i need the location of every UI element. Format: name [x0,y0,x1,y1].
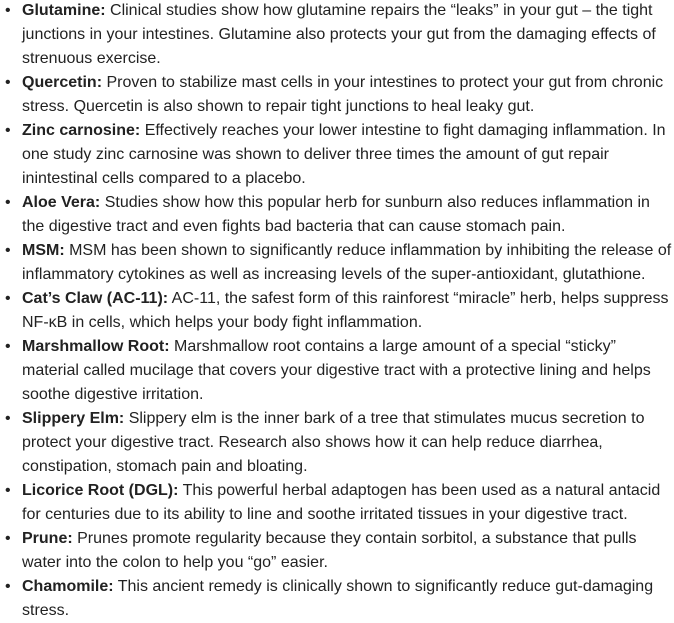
list-item [0,191,674,239]
item-text: protect your digestive tract. Research also shows how it can help reduce diarrhea, [22,434,603,451]
item-text: Marshmallow root contains a large amount of a special “sticky” [169,338,616,355]
item-text: NF-κB in cells, which helps your body fight inflammation. [22,314,423,331]
bullet-icon: • [5,242,11,259]
item-text: constipation, stomach pain and bloating. [22,458,308,475]
bullet-icon: • [5,482,11,499]
bullet-icon: • [5,530,11,547]
list-item [0,575,674,623]
bullet-icon: • [5,74,11,91]
item-name: Chamomile: [22,578,114,595]
item-line [22,71,674,95]
list-item [0,119,674,191]
item-name: Zinc carnosine: [22,122,141,139]
item-text: junctions in your intestines. Glutamine also protects your gut from the damaging effects of [22,26,656,43]
item-text: Prunes promote regularity because they contain sorbitol, a substance that pulls [72,530,637,547]
item-text: material called mucilage that covers your digestive tract with a protective lining and helps [22,362,651,379]
list-item [0,71,674,119]
list-item [0,479,674,527]
list-item [0,0,674,71]
item-text: inflammatory cytokines as well as increasing levels of the super-antioxidant, glutathione. [22,266,646,283]
bullet-icon: • [5,338,11,355]
bullet-icon: • [5,194,11,211]
item-line [22,479,674,503]
item-text: Clinical studies show how glutamine repairs the “leaks” in your gut – the tight [105,2,653,19]
item-line [22,239,674,263]
item-text: Slippery elm is the inner bark of a tree that stimulates mucus secretion to [124,410,645,427]
item-text: stress. Quercetin is also shown to repair tight junctions to heal leaky gut. [22,98,535,115]
item-line [22,191,674,215]
bullet-icon: • [5,410,11,427]
item-name: Marshmallow Root: [22,338,170,355]
list-item [0,335,674,407]
item-text: stress. [22,602,70,619]
item-name: Prune: [22,530,73,547]
item-text: inintestinal cells compared to a placebo. [22,170,306,187]
item-text: Studies show how this popular herb for sunburn also reduces inflammation in [100,194,650,211]
item-text: one study zinc carnosine was shown to deliver three times the amount of gut repair [22,146,609,163]
item-text: strenuous exercise. [22,50,161,67]
item-text: Effectively reaches your lower intestine to fight damaging inflammation. In [140,122,666,139]
list-item [0,407,674,479]
item-name: Slippery Elm: [22,410,125,427]
item-line [22,407,674,431]
item-name: Quercetin: [22,74,103,91]
item-name: Glutamine: [22,2,106,19]
item-name: MSM: [22,242,65,259]
list-item [0,527,674,575]
item-line [22,119,674,143]
bullet-icon: • [5,2,11,19]
item-name: Aloe Vera: [22,194,101,211]
item-text: for centuries due to its ability to line and soothe irritated tissues in your digestive tract. [22,506,628,523]
item-line [22,287,674,311]
item-name: Cat’s Claw (AC-11): [22,290,169,307]
bullet-icon: • [5,122,11,139]
item-text: the digestive tract and even fights bad bacteria that can cause stomach pain. [22,218,566,235]
bullet-icon: • [5,578,11,595]
item-line [22,527,674,551]
item-text: This ancient remedy is clinically shown to significantly reduce gut-damaging [113,578,654,595]
bullet-icon: • [5,290,11,307]
item-name: Licorice Root (DGL): [22,482,179,499]
item-text: AC-11, the safest form of this rainforest “miracle” herb, helps suppress [168,290,669,307]
list-item [0,287,674,335]
item-text: water into the colon to help you “go” easier. [22,554,328,571]
item-line [22,335,674,359]
item-text: soothe digestive irritation. [22,386,204,403]
item-text: Proven to stabilize mast cells in your intestines to protect your gut from chronic [102,74,664,91]
list-item [0,239,674,287]
item-line [22,0,674,23]
item-text: MSM has been shown to significantly reduce inflammation by inhibiting the release of [64,242,672,259]
item-line [22,575,674,599]
item-text: This powerful herbal adaptogen has been used as a natural antacid [178,482,661,499]
